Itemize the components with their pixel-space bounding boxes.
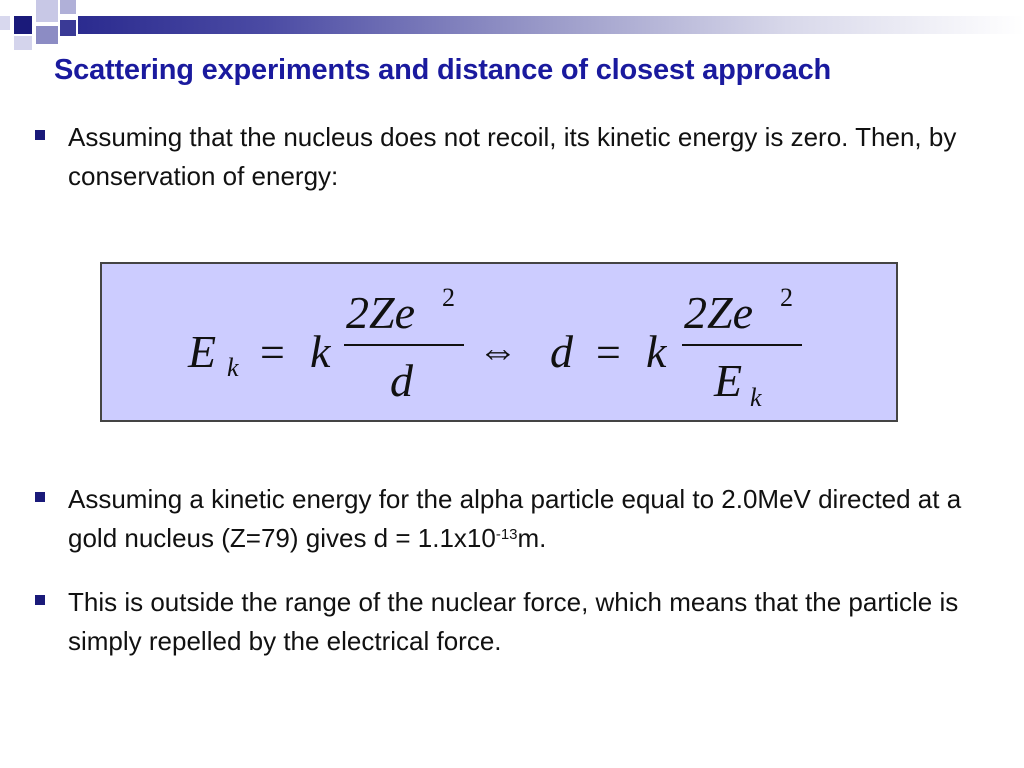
eq-denominator-1: d bbox=[390, 355, 413, 406]
bullet-2-text-main: Assuming a kinetic energy for the alpha particle equal to 2.0MeV directed at a gold nucleus (Z=79) gives d = 1.1x10 bbox=[68, 484, 962, 553]
header-gradient-band bbox=[78, 16, 1024, 34]
bullet-marker-icon bbox=[35, 130, 45, 140]
corner-square-7 bbox=[60, 20, 76, 36]
eq-denominator-2: E bbox=[714, 355, 743, 406]
bullet-marker-icon bbox=[35, 492, 45, 502]
eq-d-var: d bbox=[550, 326, 573, 377]
eq-iff-icon: ⇔ bbox=[478, 328, 518, 373]
bullet-2-exponent: -13 bbox=[495, 526, 518, 543]
eq-numerator-2: 2Ze bbox=[684, 287, 753, 338]
bullet-2-text-unit: m. bbox=[517, 523, 547, 553]
eq-numerator-1-exp: 2 bbox=[442, 283, 455, 312]
corner-square-4 bbox=[36, 26, 58, 44]
corner-square-2 bbox=[36, 0, 58, 22]
eq-lhs-var: E bbox=[188, 326, 217, 377]
bullet-3-text: This is outside the range of the nuclear force, which means that the particle is simply repelled by the electrical force. bbox=[68, 587, 959, 656]
bullet-2-text bbox=[68, 480, 998, 558]
bullet-1-text: Assuming that the nucleus does not recoil, its kinetic energy is zero. Then, by conservation of energy: bbox=[68, 122, 957, 191]
eq-numerator-2-exp: 2 bbox=[780, 283, 793, 312]
eq-k-2: k bbox=[646, 326, 667, 377]
corner-square-1 bbox=[14, 16, 32, 34]
bullet-marker-icon bbox=[35, 595, 45, 605]
eq-denominator-2-sub: k bbox=[750, 383, 762, 412]
slide-title: Scattering experiments and distance of closest approach bbox=[54, 54, 832, 86]
eq-equals-1: = bbox=[260, 328, 285, 377]
equation-graphic bbox=[102, 264, 900, 424]
corner-square-6 bbox=[0, 16, 10, 30]
eq-lhs-sub: k bbox=[227, 353, 239, 382]
eq-equals-2: = bbox=[596, 328, 621, 377]
eq-numerator-1: 2Ze bbox=[346, 287, 415, 338]
corner-square-3 bbox=[60, 0, 76, 14]
eq-k-1: k bbox=[310, 326, 331, 377]
equation-box bbox=[100, 262, 898, 422]
corner-square-5 bbox=[14, 36, 32, 50]
